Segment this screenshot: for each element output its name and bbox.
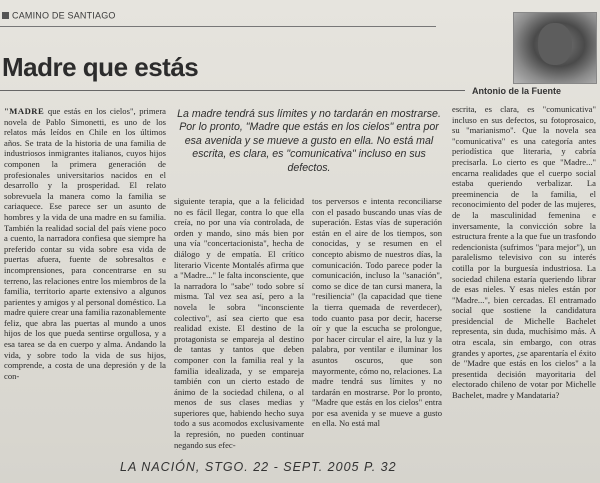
pull-quote: La madre tendrá sus límites y no tardarán en mostrarse. Por lo pronto, "Madre que estás en los cielos" entra por esa avenida y se mueve a gusto en ella. No está mal escrita, es clara, es "comunicativa" incluso en sus defectos. bbox=[177, 108, 441, 174]
article-headline: Madre que estás bbox=[2, 52, 199, 82]
author-photo bbox=[513, 12, 597, 84]
handwritten-source-note: LA NACIÓN, STGO. 22 - SEPT. 2005 P. 32 bbox=[120, 460, 397, 474]
article-column-2: siguiente terapia, que a la felicidad no es fácil llegar, contra lo que ella creía, no por una vía controlada, de orden y mando, sino más bien por una vía "concertacionista", hecha de diálogo y de empatía. El crítico literario Vicente Montalés afirma que a "Madre..." le falta inconsciente, que la narradora lo "sabe" todo sobre sí misma. Tal vez sea así, pero a la novela le sobra "inconsciente colectivo", así sea cierto que esa realidad existe. El destino de la protagonista se empareja al destino de tantas y tantos que deben componer con la familia real y la familia idealizada, y se empareja también con un cierto estado de ánimo de la sociedad chilena, o al menos de sus clases medias y superiores que, habiendo hecho suya todo a sus acomodos exclusivamente la represión, no pueden continuar negando sus efec- bbox=[174, 196, 304, 450]
article-lead-word: "MADRE bbox=[4, 106, 45, 116]
square-bullet-icon bbox=[2, 12, 9, 19]
section-label: CAMINO DE SANTIAGO bbox=[12, 10, 116, 21]
header-rule bbox=[0, 26, 436, 27]
article-column-3: tos perversos e intenta reconciliarse con el pasado buscando unas vías de superación. Estas vías de superación están en el aire de los tiempos, son conocidas, y se resumen en el concepto abismo de nuestros días, la comunicación. Todo parece poder la comunicación, incluso la "sanación", como se dice de tan cursi manera, la "resiliencia" (la capacidad que tiene la tierra quemada de reverdecer), todo cuanto pasa por decir, hacerse oír y que la escucha se prolongue, por hacer circular el aire, la luz y la palabra, por ventilar e iluminar los asuntos oscuros, que son mayormente, cómo no, relaciones. La madre tendrá sus límites y no tardarán en mostrarse. Por lo pronto, "Madre que estás en los cielos" entra por esa avenida y se mueve a gusto en ella. No está mal bbox=[312, 196, 442, 429]
article-column-4: escrita, es clara, es "comunicativa" incluso en sus defectos, su fotoprosaico, su "marianismo". Que la novela sea "comunicativa" es una categoría antes periodística que literaria, y cabría precisarla. Lo cierto es que "Madre..." encarna realidades que el cuerpo social estaba queriendo verbalizar. La preeminencia de la familia, el reconocimiento del poder de las mujeres, de la masculinidad femenina e inversamente, la convicción sobre la estructura frente a la que fue un trasfondo redencionista (sufrimos "para mejor"), un paralelismo televisivo con su interés cotilla por la burguesía industriosa. La sociedad chilena estaría queriendo librar de esas nieles. Y esas nieles están por "Madre...", bien cercadas. El entramado social que sostiene la candidatura presidencial de Michelle Bachelet representa, sin duda, muchísimo más. A otra escala, sin embargo, con otras grandes y aportes, ¿se aparentaría el éxito de "Madre que estás en los cielos" a la presentida decisión mayoritaria del electorado chileno de votar por Michelle Bachelet, madre y Mandataria? bbox=[452, 104, 596, 401]
author-portrait-silhouette bbox=[538, 23, 572, 65]
article-column-1-text: que estás en los cielos", primera novela de Pablo Simonetti, es uno de los relatos más leídos en Chile en los últimos años. Se trata de la historia de una familia de industriosos inmigrantes italianos, cuyos hijos componen la primera generación de profesionales universitarios nacidos en el desarrollo y la prosperidad. El relato sobrevuela la manera como la familia se cariaquece. Ese parece ser un asunto de hombres y la vida de una madre en su familia. También la realidad social del país viene poco a cuento, la narradora confiesa que siempre ha preferido contar su vida sobre esa vida de puertas afuera, fuente de sobresaltos e incomprensiones, para concentrarse en su terreno, las relaciones entre los miembros de la familia, territorio aparte extensivo a algunos parientes y amigos y al personal doméstico. La madre quiere crear una familia razonablemente feliz, que abra las puertas al mundo a unos hijos de los que pueda sentirse orgullosa, y a esa tarea se da en cuerpo y alma. Andando la vida, y sobre todo la vida de sus hijos, comprende, a costa de una depresión y de la con- bbox=[4, 106, 166, 381]
article-column-1 bbox=[4, 106, 166, 466]
headline-rule bbox=[0, 90, 465, 91]
section-header bbox=[2, 10, 432, 26]
author-byline: Antonio de la Fuente bbox=[472, 86, 561, 96]
